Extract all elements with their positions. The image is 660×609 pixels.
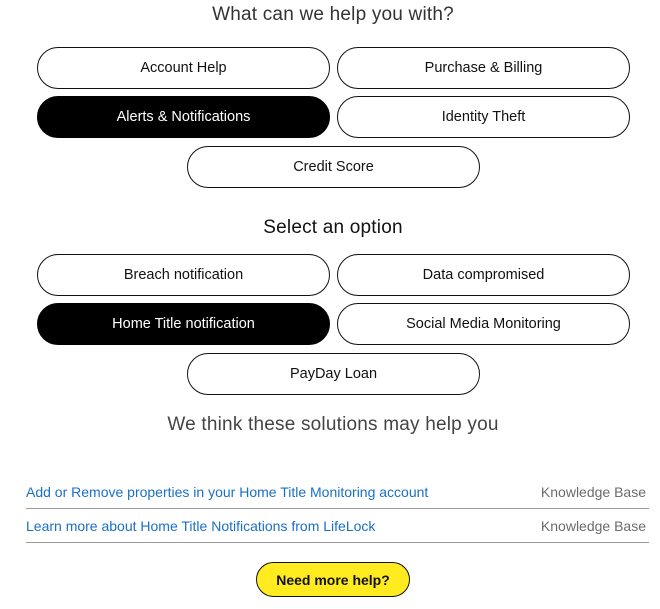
solution-link[interactable]: Add or Remove properties in your Home Title Monitoring account [26, 484, 429, 500]
topics-heading: What can we help you with? [212, 4, 454, 25]
topic-credit-score-button[interactable]: Credit Score [187, 146, 480, 188]
solution-tag: Knowledge Base [540, 518, 646, 534]
option-home-title-notification-button[interactable]: Home Title notification [37, 303, 330, 345]
topic-account-help-button[interactable]: Account Help [37, 47, 330, 89]
option-social-media-monitoring-button[interactable]: Social Media Monitoring [337, 303, 630, 345]
solution-tag: Knowledge Base [540, 484, 646, 500]
topic-alerts-notifications-button[interactable]: Alerts & Notifications [37, 96, 330, 138]
solution-row [26, 510, 649, 543]
options-heading: Select an option [263, 217, 403, 238]
topic-purchase-billing-button[interactable]: Purchase & Billing [337, 47, 630, 89]
solutions-heading: We think these solutions may help you [167, 414, 499, 435]
solution-link[interactable]: Learn more about Home Title Notifications from LifeLock [26, 518, 376, 534]
option-breach-notification-button[interactable]: Breach notification [37, 254, 330, 296]
topic-identity-theft-button[interactable]: Identity Theft [337, 96, 630, 138]
need-more-help-button[interactable]: Need more help? [256, 562, 410, 597]
option-payday-loan-button[interactable]: PayDay Loan [187, 353, 480, 395]
option-data-compromised-button[interactable]: Data compromised [337, 254, 630, 296]
solution-row [26, 476, 649, 509]
